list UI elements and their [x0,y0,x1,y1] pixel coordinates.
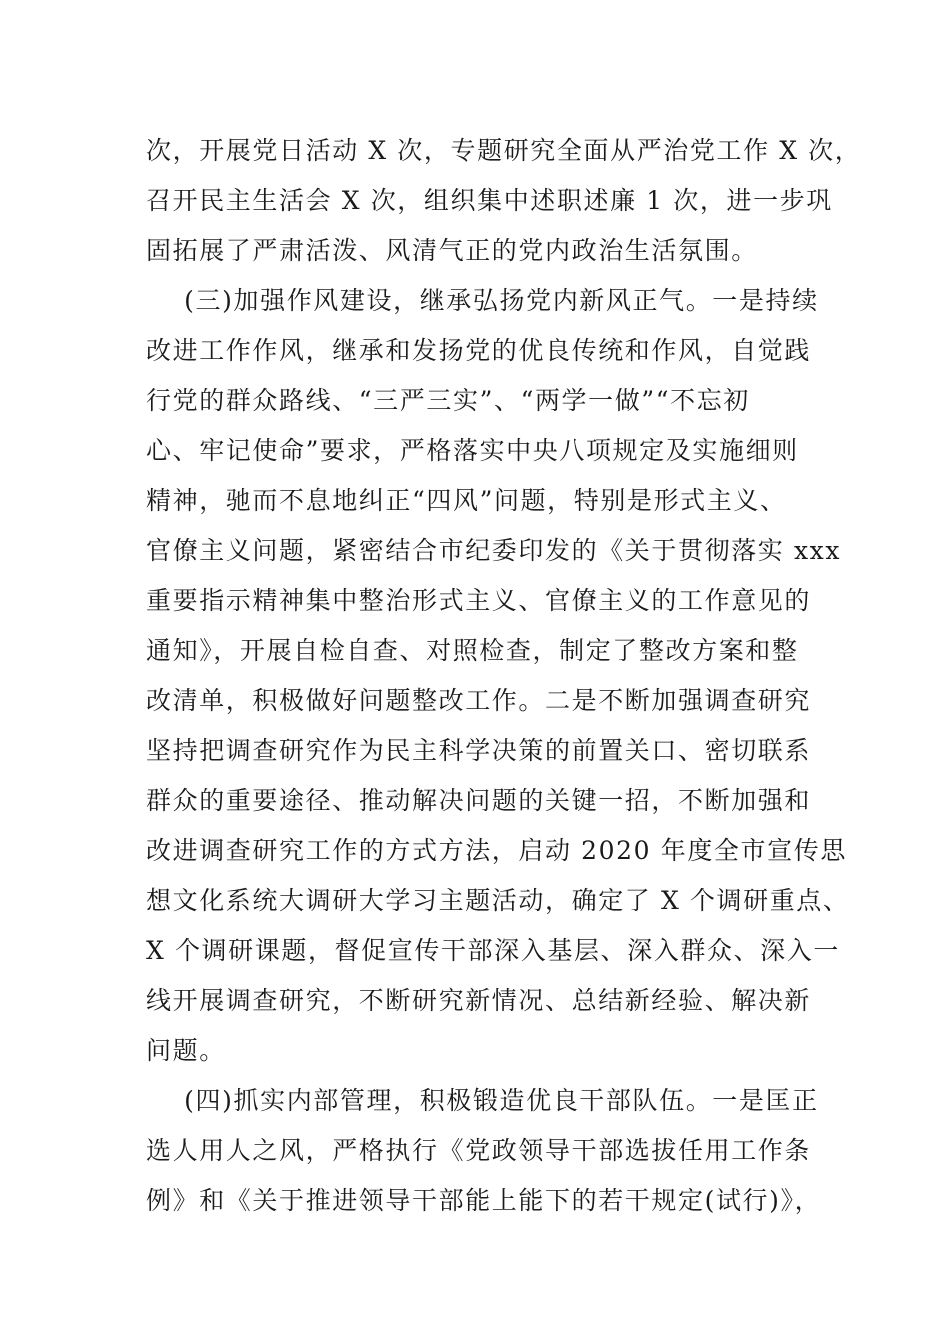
paragraph-heading-line: (四)抓实内部管理，积极锻造优良干部队伍。一是匡正 [146,1086,819,1115]
text-line: 重要指示精神集中整治形式主义、官僚主义的工作意见的 [146,586,812,615]
paragraph-heading-line: (三)加强作风建设，继承弘扬党内新风正气。一是持续 [146,286,819,315]
text-line: X 个调研课题，督促宣传干部深入基层、深入群众、深入一 [146,936,840,965]
text-line: 群众的重要途径、推动解决问题的关键一招，不断加强和 [146,786,812,815]
text-line: 改进工作作风，继承和发扬党的优良传统和作风，自觉践 [146,336,812,365]
text-line: 召开民主生活会 X 次，组织集中述职述廉 1 次，进一步巩 [146,186,833,215]
text-line: 改进调查研究工作的方式方法，启动 2020 年度全市宣传思 [146,836,847,865]
text-line: 通知》，开展自检自查、对照检查，制定了整改方案和整 [146,636,799,665]
text-line: 固拓展了严肃活泼、风清气正的党内政治生活氛围。 [146,236,758,265]
text-line: 问题。 [146,1036,226,1065]
text-line: 次，开展党日活动 X 次，专题研究全面从严治党工作 X 次， [146,136,862,165]
text-line: 选人用人之风，严格执行《党政领导干部选拔任用工作条 [146,1136,812,1165]
body-text [146,126,862,1226]
text-line: 坚持把调查研究作为民主科学决策的前置关口、密切联系 [146,736,812,765]
text-line: 线开展调查研究，不断研究新情况、总结新经验、解决新 [146,986,812,1015]
text-line: 行党的群众路线、“三严三实”、“两学一做”“不忘初 [146,386,750,415]
text-line: 官僚主义问题，紧密结合市纪委印发的《关于贯彻落实 xxx [146,536,842,565]
text-line: 改清单，积极做好问题整改工作。二是不断加强调查研究 [146,686,812,715]
text-line: 精神，驰而不息地纠正“四风”问题，特别是形式主义、 [146,486,787,515]
text-line: 想文化系统大调研大学习主题活动，确定了 X 个调研重点、 [146,886,850,915]
text-line: 例》和《关于推进领导干部能上能下的若干规定(试行)》， [146,1186,822,1215]
text-line: 心、牢记使命”要求，严格落实中央八项规定及实施细则 [146,436,799,465]
